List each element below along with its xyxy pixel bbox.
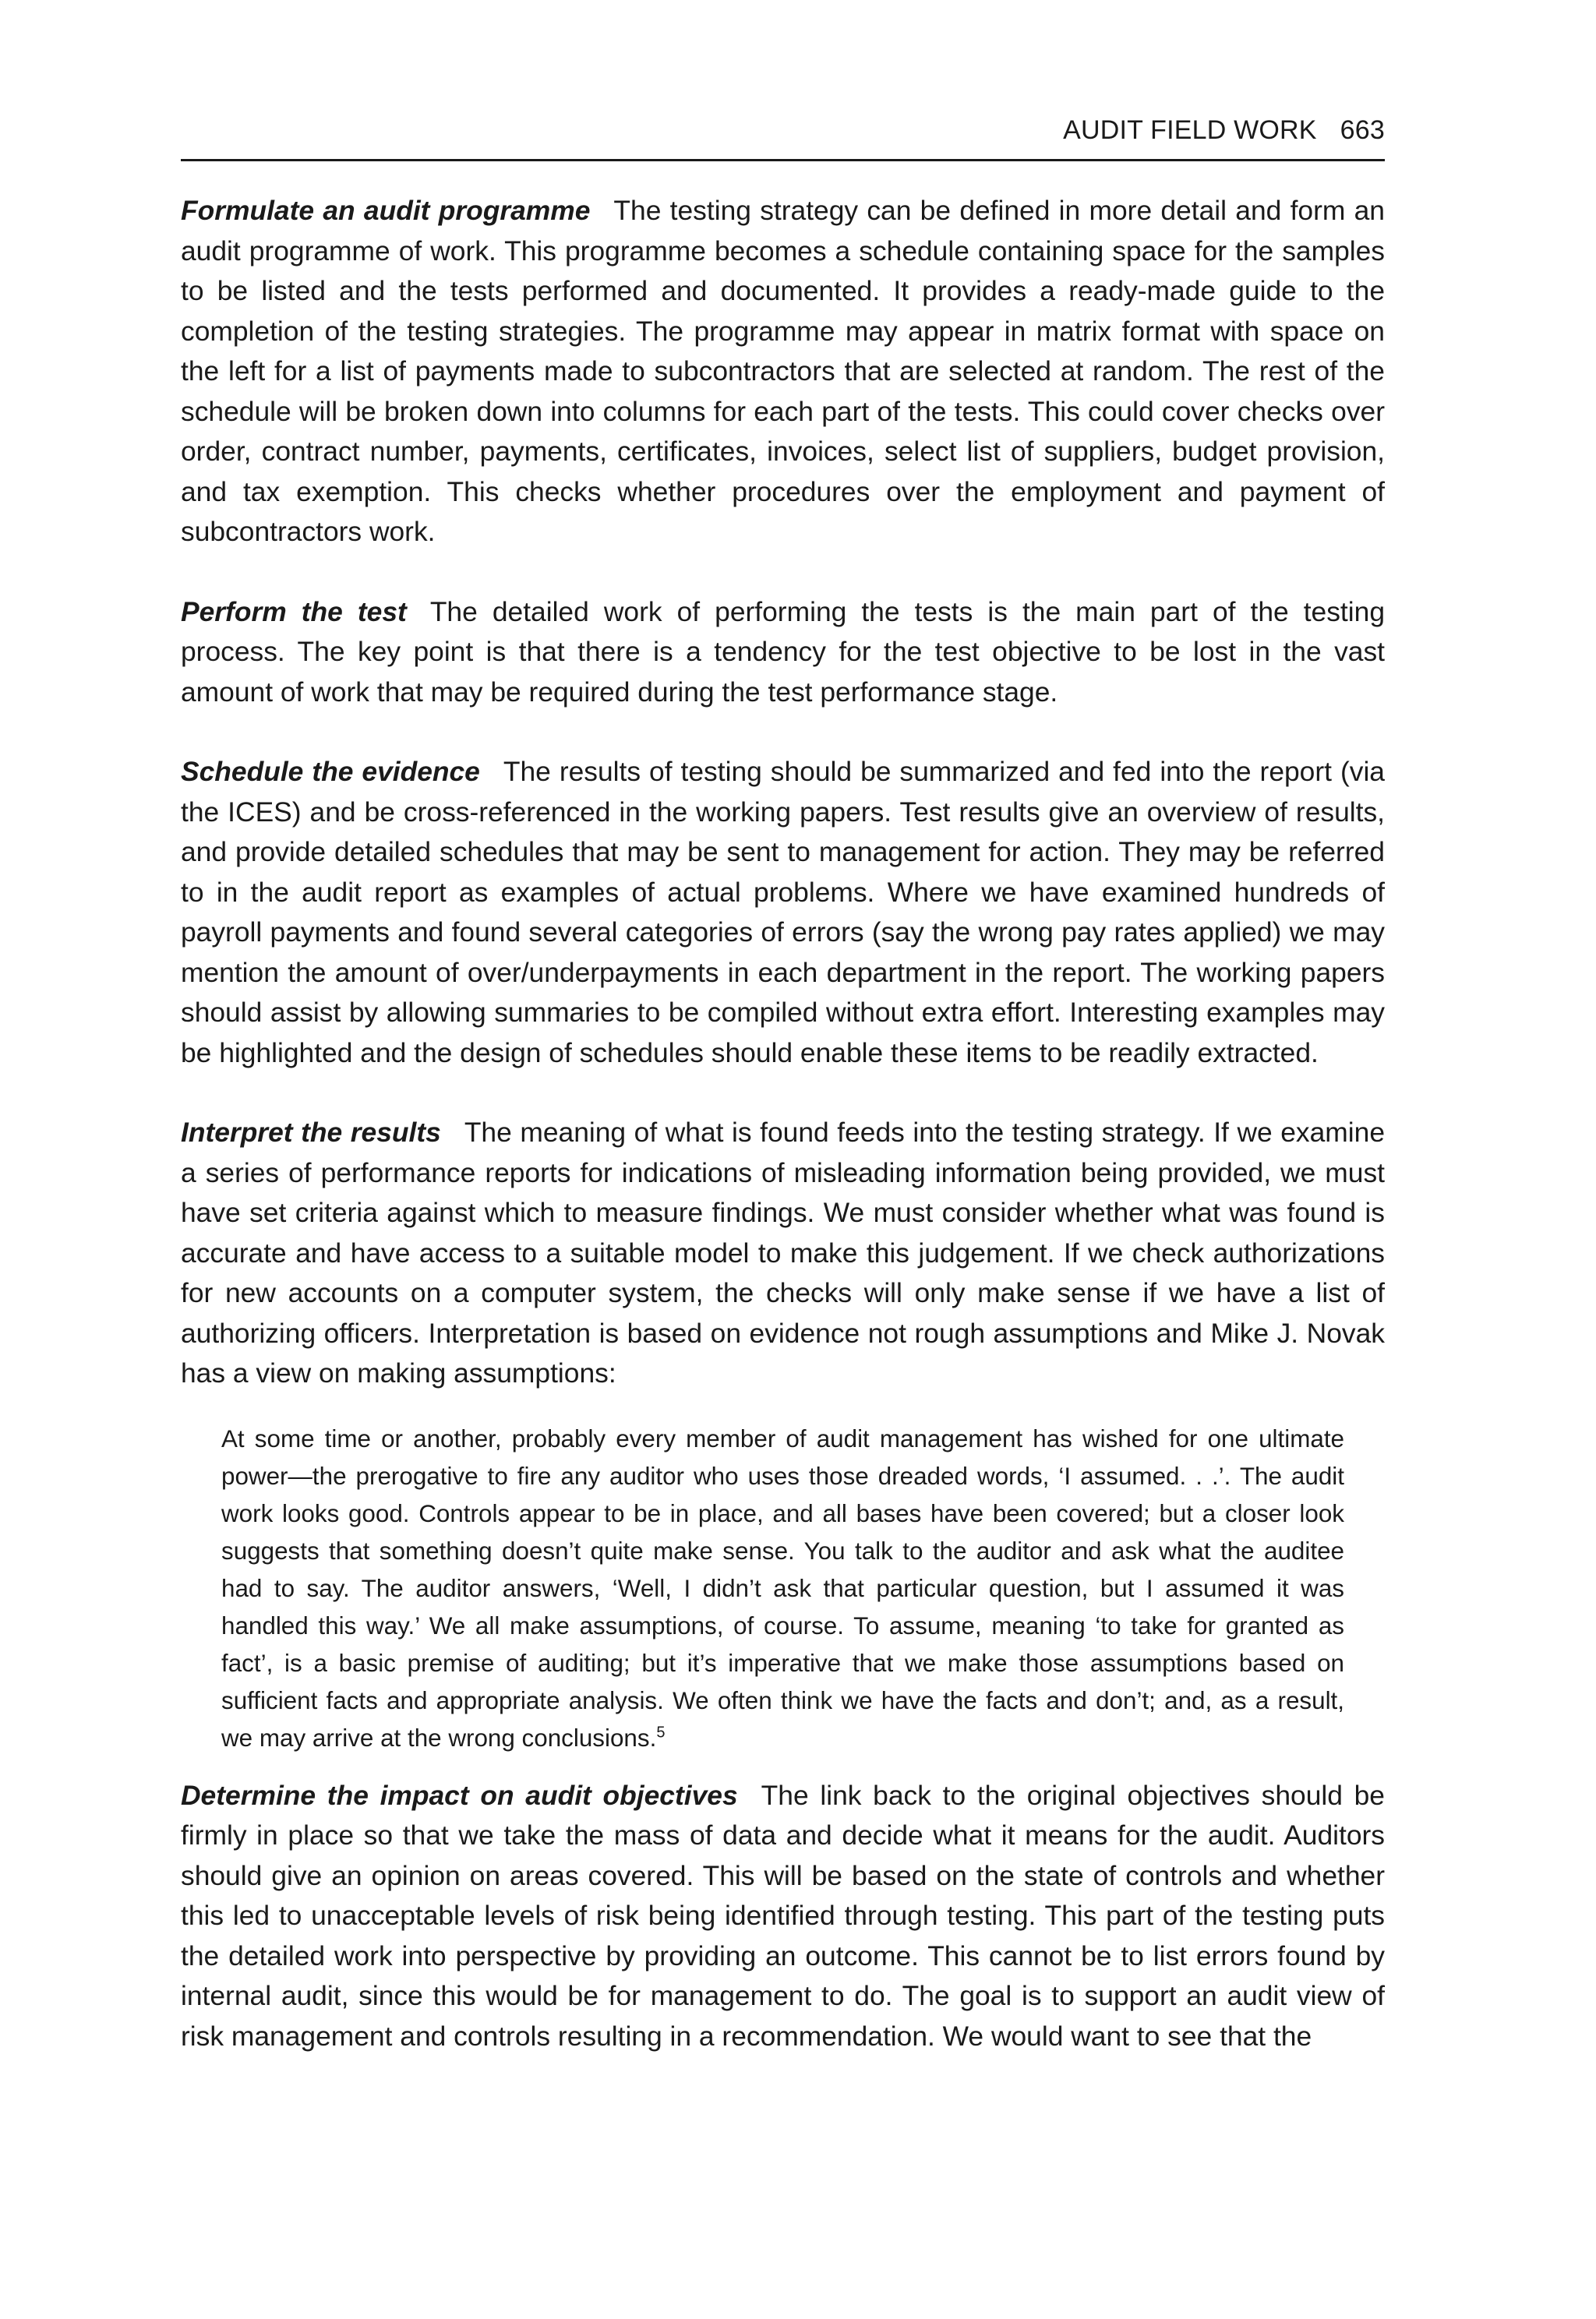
running-title: AUDIT FIELD WORK [1063, 115, 1317, 145]
section-body: The results of testing should be summarized and fed into the report (via the ICES) and be cross-referenced in the working papers. Test results give an overview of results, and provide detailed schedules that may be sent to management for action. They may be referred to in the audit report as examples of actual problems. Where we have examined hundreds of payroll payments and found several categories of errors (say the wrong pay rates applied) we may mention the amount of over/underpayments in each department in the report. The working papers should assist by allowing summaries to be compiled without extra effort. Interesting examples may be highlighted and the design of schedules should enable these items to be readily extracted. [181, 756, 1385, 1068]
section-body: The detailed work of performing the tests is the main part of the testing process. The key point is that there is a tendency for the test objective to be lost in the vast amount of work that may be required during the test performance stage. [181, 595, 1385, 708]
section-body: The meaning of what is found feeds into the testing strategy. If we examine a series of performance reports for indications of misleading information being provided, we must have set criteria against which to measure findings. We must consider whether what was found is accurate and have access to a suitable model to make this judgement. If we check authorizations for new accounts on a computer system, the checks will only make sense if we have a list of authorizing officers. Interpretation is based on evidence not rough assumptions and Mike J. Novak has a view on making assumptions: [181, 1117, 1386, 1389]
section-heading: Interpret the results [181, 1117, 441, 1148]
quote-text: At some time or another, probably every member of audit management has wished for one ultimate power—the prerogative to fire any auditor who uses those dreaded words, ‘I assumed. . .’. The audit work looks good. Controls appear to be in place, and all bases have been covered; but a closer look suggests that something doesn’t quite make sense. You talk to the auditor and ask what the auditee had to say. The auditor answers, ‘Well, I didn’t ask that particular question, but I assumed it was handled this way.’ We all make assumptions, of course. To assume, meaning ‘to take for granted as fact’, is a basic premise of auditing; but it’s imperative that we make those assumptions based on sufficient facts and appropriate analysis. We often think we have the facts and don’t; and, as a result, we may arrive at the wrong conclusions. [221, 1424, 1344, 1752]
section-perform-test [181, 592, 1385, 713]
section-interpret-results [181, 1113, 1385, 1394]
section-heading: Schedule the evidence [181, 756, 480, 787]
footnote-marker: 5 [656, 1724, 666, 1742]
section-heading: Perform the test [181, 595, 407, 627]
running-head [181, 115, 1385, 161]
section-schedule-evidence [181, 752, 1385, 1073]
section-determine-impact [181, 1776, 1385, 2057]
section-heading: Determine the impact on audit objectives [181, 1779, 738, 1811]
section-formulate-programme [181, 191, 1385, 552]
section-heading: Formulate an audit programme [181, 195, 591, 226]
section-body: The link back to the original objectives should be firmly in place so that we take the mass of data and decide what it means for the audit. Auditors should give an opinion on areas covered. This will be based on the state of controls and whether this led to unacceptable levels of risk being identified through testing. This part of the testing puts the detailed work into perspective by providing an outcome. This cannot be to list errors found by internal audit, since this would be for management to do. The goal is to support an audit view of risk management and controls resulting in a recommendation. We would want to see that the [181, 1779, 1385, 2052]
book-page [181, 115, 1385, 2056]
page-number: 663 [1340, 115, 1385, 145]
block-quote [221, 1421, 1344, 1757]
section-body: The testing strategy can be defined in more detail and form an audit programme of work. This programme becomes a schedule containing space for the samples to be listed and the tests performed and documented. It provides a ready-made guide to the completion of the testing strategies. The programme may appear in matrix format with space on the left for a list of payments made to subcontractors that are selected at random. The rest of the schedule will be broken down into columns for each part of the tests. This could cover checks over order, contract number, payments, certificates, invoices, select list of suppliers, budget provision, and tax exemption. This checks whether procedures over the employment and payment of subcontractors work. [181, 195, 1385, 547]
